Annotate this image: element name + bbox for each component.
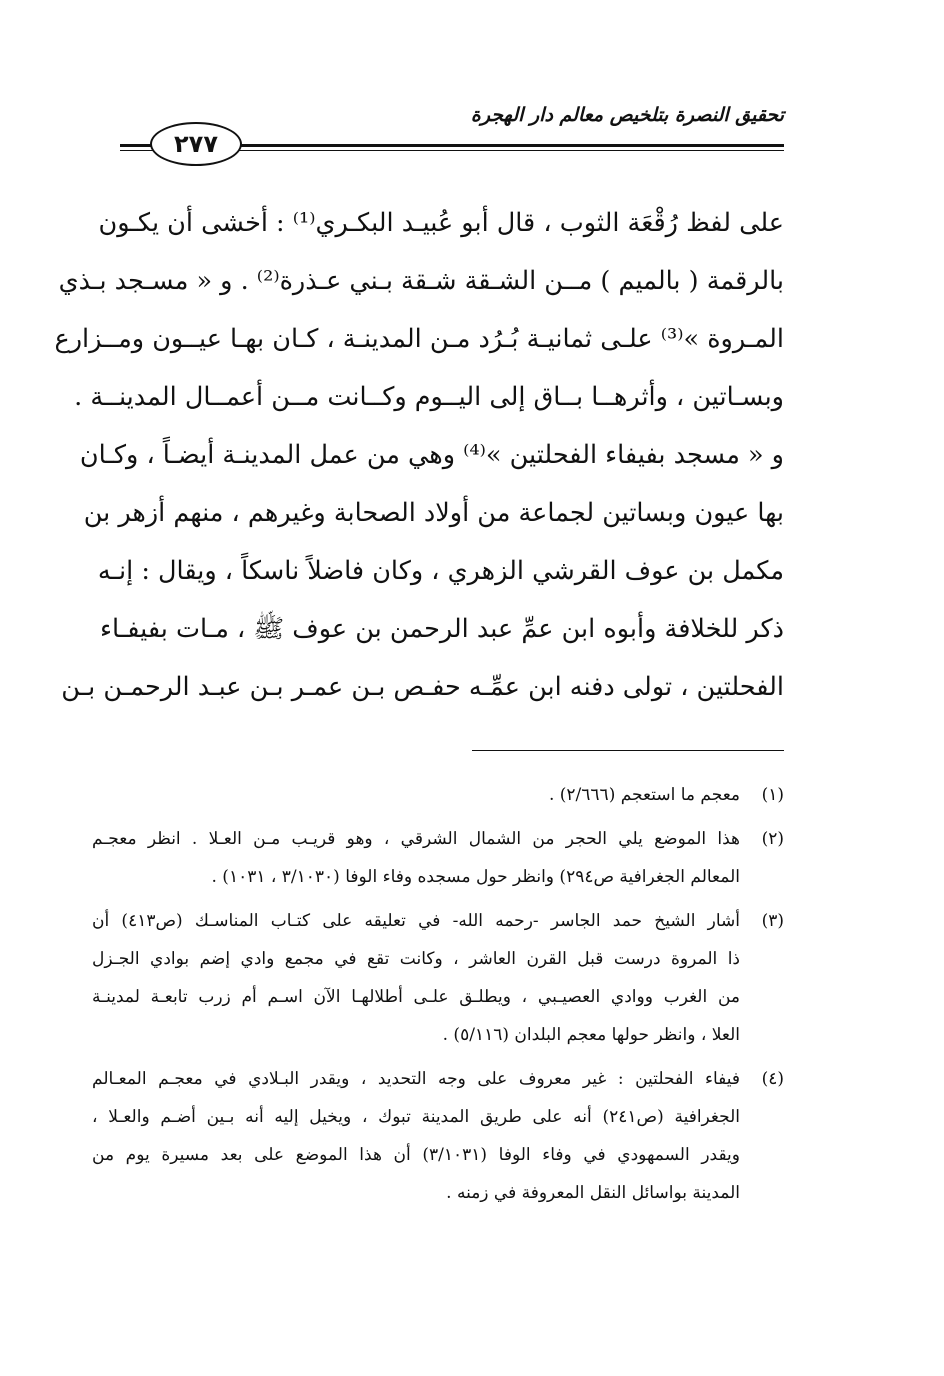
- body-line: ذكر للخلافة وأبوه ابن عمِّ عبد الرحمن بن عوف ﷺ ، مـات بفيفـاء: [100, 614, 784, 644]
- footnote-line: هذا الموضع يلي الحجر من الشمال الشرقي ، وهو قريـب مـن العـلا . انظر معجـم: [92, 829, 740, 849]
- footnote-line: المدينة بواسائل النقل المعروفة في زمنه .: [446, 1183, 740, 1203]
- footnote-line: ذا المروة درست قبل القرن العاشر ، وكانت تقع في مجمع وادي إضم بوادي الجـزل: [92, 949, 740, 969]
- body-line: على لفظ رُقْعَة الثوب ، قال أبو عُبيـد البكـري⁽¹⁾ : أخشى أن يكـون: [98, 208, 784, 238]
- footnote-number: (١): [761, 785, 784, 805]
- footnote-line: المعالم الجغرافية ص٢٩٤) وانظر حول مسجده وفاء الوفا (٣/١٠٣٠ ، ١٠٣١) .: [211, 867, 740, 887]
- page-number-oval: [150, 122, 242, 166]
- footnote-1: [92, 776, 784, 814]
- footnote-2: [92, 820, 784, 896]
- footnote-number: (٣): [761, 911, 784, 931]
- footnote-number: (٢): [761, 829, 784, 849]
- running-header: [120, 100, 784, 170]
- footnote-line: العلا ، وانظر حولها معجم البلدان (٥/١١٦) .: [442, 1025, 740, 1045]
- running-title: تحقيق النصرة بتلخيص معالم دار الهجرة: [470, 104, 784, 126]
- footnotes: [92, 776, 784, 1218]
- footnote-line: ويقدر السمهودي في وفاء الوفا (٣/١٠٣١) أن هذا الموضع على بعد مسيرة يوم من: [92, 1145, 740, 1165]
- footnote-separator: [472, 750, 784, 751]
- footnote-line: فيفاء الفحلتين : غير معروف على وجه التحديد ، ويقدر البـلادي في معجـم المعـالم: [92, 1069, 740, 1089]
- footnote-line: معجم ما استعجم (٢/٦٦٦) .: [548, 785, 740, 805]
- body-line: المـروة »⁽³⁾ علـى ثمانيـة بُـرُد مـن المدينـة ، كـان بهـا عيــون ومــزارع: [54, 324, 784, 354]
- footnote-number: (٤): [761, 1069, 784, 1089]
- footnote-line: من الغرب ووادي العصيـبي ، ويطلـق علـى أطلالهـا الآن اسـم أم زرب تابعـة لمدينـة: [92, 987, 740, 1007]
- body-line: بها عيون وبساتين لجماعة من أولاد الصحابة وغيرهم ، منهم أزهر بن: [83, 498, 784, 528]
- footnote-line: أشار الشيخ حمد الجاسر -رحمه الله- في تعليقه على كتـاب المناسـك (ص٤١٣) أن: [92, 911, 741, 931]
- body-line: و « مسجد بفيفاء الفحلتين »⁽⁴⁾ وهي من عمل المدينـة أيضـاً ، وكـان: [79, 440, 784, 470]
- footnote-line: الجغرافية (ص٢٤١) أنه على طريق المدينة تبوك ، ويخيل إليه أنه بـين أضـم والعـلا ،: [92, 1107, 741, 1127]
- body-line: وبسـاتين ، وأثرهــا بــاق إلى اليــوم وكــانت مــن أعمــال المدينــة .: [74, 382, 784, 412]
- main-text: [54, 198, 784, 720]
- body-line: الفحلتين ، تولى دفنه ابن عمِّـه حفـص بـن عمـر بـن عبـد الرحمـن بـن: [61, 672, 784, 702]
- page-number: ٢٧٧: [174, 130, 218, 158]
- footnote-4: [92, 1060, 784, 1212]
- body-line: بالرقمة ( بالميم ) مــن الشـقة شـقة بـني عـذرة⁽²⁾ . و « مسـجد بـذي: [58, 266, 784, 296]
- footnote-3: [92, 902, 784, 1054]
- body-line: مكمل بن عوف القرشي الزهري ، وكان فاضلاً ناسكاً ، ويقال : إنـه: [97, 556, 784, 586]
